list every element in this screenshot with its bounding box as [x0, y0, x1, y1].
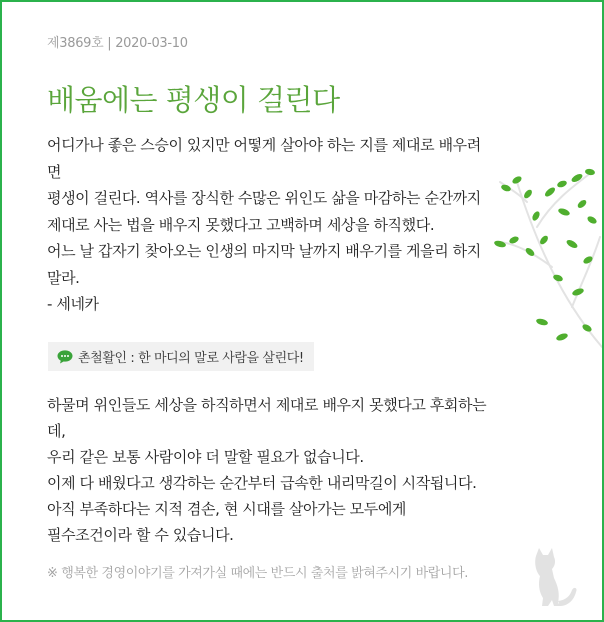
article-title: 배움에는 평생이 걸린다 — [47, 83, 340, 117]
quote-line: 어느 날 갑자기 찾아오는 인생의 마지막 날까지 배우기를 게을리 하지 — [47, 242, 481, 260]
body-line: 아직 부족하다는 지적 겸손, 현 시대를 살아가는 모두에게 — [47, 500, 407, 518]
issue-meta — [47, 32, 188, 51]
article-body — [47, 392, 507, 548]
tag-box — [48, 342, 314, 371]
issue-number: 제3869호 — [47, 36, 104, 51]
quote-line: 말라. — [47, 268, 80, 287]
tree-branch-illustration — [492, 142, 602, 352]
meta-separator: | — [107, 36, 112, 51]
body-line: 필수조건이라 할 수 있습니다. — [47, 526, 234, 544]
body-line: 데, — [47, 422, 66, 440]
copyright-note: ※ 행복한 경영이야기를 가져가실 때에는 반드시 출처를 밝혀주시기 바랍니다. — [47, 566, 468, 581]
cat-silhouette-icon — [508, 548, 578, 610]
quote-block — [47, 132, 497, 318]
tag-text: 촌철활인 : 한 마디의 말로 사람을 살린다! — [78, 351, 304, 366]
quote-line: 어디가나 좋은 스승이 있지만 어떻게 살아야 하는 지를 제대로 배우려 — [47, 136, 481, 154]
quote-line: 면 — [47, 162, 62, 181]
body-line: 하물며 위인들도 세상을 하직하면서 제대로 배우지 못했다고 후회하는 — [47, 396, 487, 414]
speech-bubble-icon — [57, 350, 73, 364]
quote-line: 평생이 걸린다. 역사를 장식한 수많은 위인도 삶을 마감하는 순간까지 — [47, 189, 481, 207]
issue-date: 2020-03-10 — [115, 36, 188, 51]
body-line: 이제 다 배웠다고 생각하는 순간부터 급속한 내리막길이 시작됩니다. — [47, 474, 477, 492]
quote-line: 제대로 사는 법을 배우지 못했다고 고백하며 세상을 하직했다. — [47, 215, 435, 234]
quote-author: - 세네카 — [47, 295, 99, 313]
body-line: 우리 같은 보통 사람이야 더 말할 필요가 없습니다. — [47, 448, 364, 466]
